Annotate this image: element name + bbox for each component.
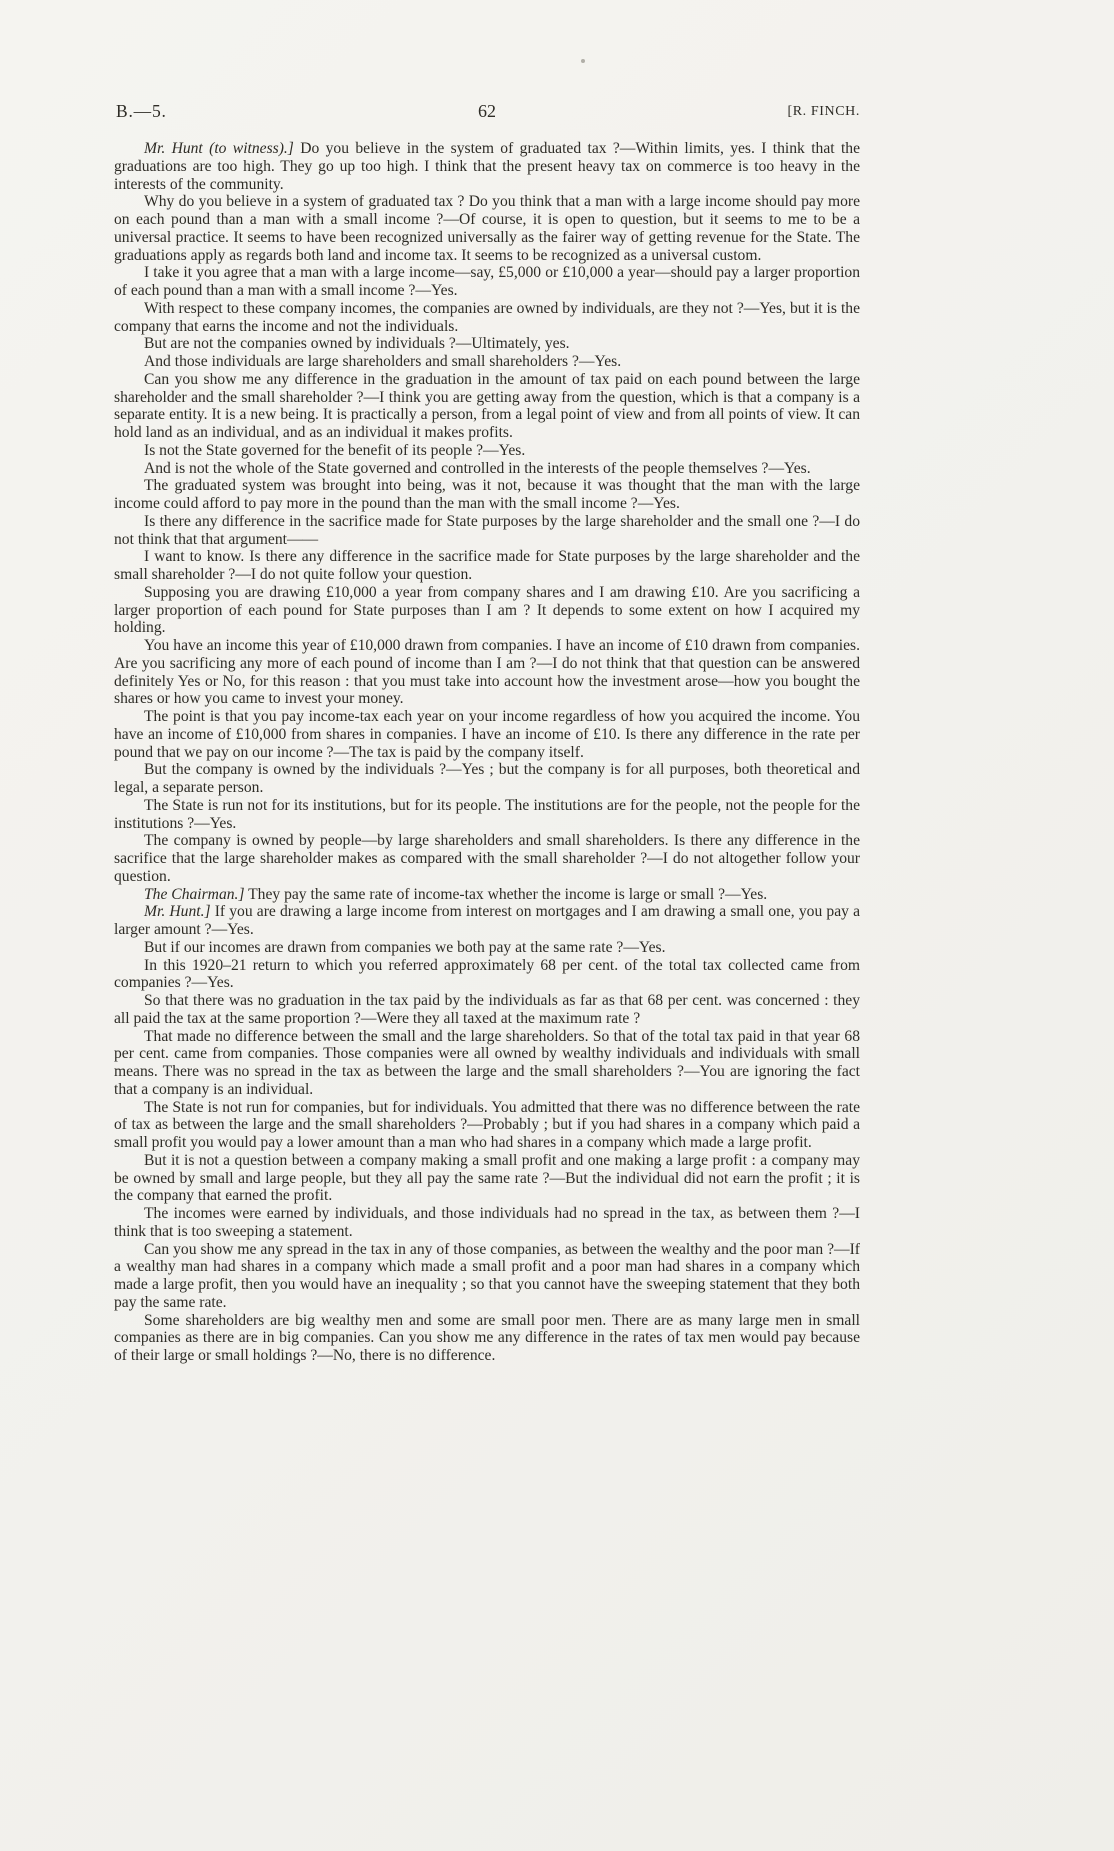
witness-name: [R. FINCH. xyxy=(787,104,860,119)
paragraph-text: Can you show me any spread in the tax in any of those companies, as between the wealthy and the poor man ?—If a wealthy man had shares in a company which made a small profit and a poor man had shares in a company which made a large profit, then you would have an inequality ; so that you cannot have the sweeping statement that they both pay the same rate. xyxy=(114,1240,860,1311)
paragraph-text: Is there any difference in the sacrifice made for State purposes by the large shareholder and the small one ?—I do not think that that argument—— xyxy=(114,512,860,548)
section-number: B.—5. xyxy=(116,101,167,121)
paragraph-text: With respect to these company incomes, the companies are owned by individuals, are they not ?—Yes, but it is the company that earns the income and not the individuals. xyxy=(114,299,860,335)
paragraph xyxy=(114,1099,860,1152)
scan-speck xyxy=(581,59,585,63)
paragraph-text: But if our incomes are drawn from companies we both pay at the same rate ?—Yes. xyxy=(144,938,666,956)
paragraph-text: If you are drawing a large income from interest on mortgages and I am drawing a small one, you pay a larger amount ?—Yes. xyxy=(114,903,861,938)
paragraph-text: That made no difference between the small and the large shareholders. So that of the total tax paid in that year 68 per cent. came from companies. Those companies were all owned by wealthy individuals and individuals with small means. There was no spread in the tax as between the large and the small shareholders ?—You are ignoring the fact that a company is an individual. xyxy=(114,1027,860,1098)
paragraph-text: Supposing you are drawing £10,000 a year from company shares and I am drawing £10. Are you sacrificing a larger proportion of each pound for State purposes than I am ? It depends to some extent on how I acquired my holding. xyxy=(114,583,860,637)
paragraph-text: In this 1920–21 return to which you referred approximately 68 per cent. of the total tax collected came from companies ?—Yes. xyxy=(114,956,860,992)
paragraph-text: The graduated system was brought into being, was it not, because it was thought that the man with the large income could afford to pay more in the pound than the man with the small income ?—Yes. xyxy=(114,477,860,512)
paragraph-text: And those individuals are large shareholders and small shareholders ?—Yes. xyxy=(144,353,622,370)
paragraph-text: But it is not a question between a company making a small profit and one making a large profit : a company may be owned by small and large people, but they all pay the same rate ?—But the individual did not earn the profit ; it is the company that earned the profit. xyxy=(114,1151,860,1205)
page-number: 62 xyxy=(478,101,496,121)
paragraph xyxy=(114,1205,860,1241)
paragraph xyxy=(114,939,860,957)
paragraph xyxy=(114,442,860,460)
paragraph-text: Can you show me any difference in the graduation in the amount of tax paid on each pound between the large shareholder and the small shareholder ?—I think you are getting away from the question, which is that a company is a separate entity. It is a new being. It is practically a person, from a legal point of view and from all points of view. It can hold land as an individual, and as an individual it makes profits. xyxy=(114,370,860,441)
paragraph xyxy=(114,353,860,371)
paragraph xyxy=(114,193,860,264)
paragraph-text: The State is not run for companies, but for individuals. You admitted that there was no difference between the rate of tax as between the large and the small shareholders ?—Probably ; but if you had shares in a company which paid a small profit you would pay a lower amount than a man who had shares in a company which made a large profit. xyxy=(114,1098,860,1151)
paragraph xyxy=(114,335,860,353)
paragraph-text: Is not the State governed for the benefit of its people ?—Yes. xyxy=(144,441,526,459)
paragraph-text: Some shareholders are big wealthy men and some are small poor men. There are as many large men in small companies as there are in big companies. Can you show me any difference in the rates of tax men would pay because of their large or small holdings ?—No, there is no difference. xyxy=(114,1311,860,1364)
paragraph xyxy=(114,584,860,637)
paragraph xyxy=(114,548,860,584)
paragraph-text: You have an income this year of £10,000 drawn from companies. I have an income of £10 drawn from companies. Are you sacrificing any more of each pound of income than I am ?—I do not think that that question can be answered definitely Yes or No, for this reason : that you must take into account how the investment arose—how you bought the shares or how you came to invest your money. xyxy=(114,637,860,708)
paragraph xyxy=(114,140,860,193)
paragraph-text: They pay the same rate of income-tax whether the income is large or small ?—Yes. xyxy=(244,885,768,903)
paragraph-text: The State is run not for its institutions, but for its people. The institutions are for the people, not the people for the institutions ?—Yes. xyxy=(114,796,860,832)
paragraph-text: The incomes were earned by individuals, and those individuals had no spread in the tax, as between them ?—I think that is too sweeping a statement. xyxy=(114,1205,860,1240)
paragraph xyxy=(114,708,860,761)
paragraph xyxy=(114,477,860,513)
page-header xyxy=(114,101,860,125)
paragraph xyxy=(114,1312,860,1365)
paragraph xyxy=(114,797,860,833)
paragraph-text: But the company is owned by the individuals ?—Yes ; but the company is for all purposes, both theoretical and legal, a separate person. xyxy=(114,761,860,796)
paragraph-text: But are not the companies owned by individuals ?—Ultimately, yes. xyxy=(144,335,570,353)
paragraph xyxy=(114,832,860,885)
paragraph xyxy=(114,513,860,549)
paragraph-text: The point is that you pay income-tax each year on your income regardless of how you acquired the income. You have an income of £10,000 from shares in companies. I have an income of £10. Is there any difference in the rate per pound that we pay on our income ?—The tax is paid by the company itself. xyxy=(114,708,860,761)
paragraph xyxy=(114,992,860,1028)
paragraph-text: Why do you believe in a system of graduated tax ? Do you think that a man with a large income should pay more on each pound than a man with a small income ?—Of course, it is open to question, but it seems to me to be a universal practice. It seems to have been recognized universally as the fairer way of getting revenue for the State. The graduations apply as regards both land and income tax. It seems to be recognized as a universal custom. xyxy=(114,193,860,264)
paragraph xyxy=(114,264,860,300)
speaker-label: The Chairman.] xyxy=(144,885,245,903)
paragraph xyxy=(114,1028,860,1099)
paragraph xyxy=(114,371,860,442)
paragraph xyxy=(114,300,860,336)
paragraph-text: Do you believe in the system of graduated tax ?—Within limits, yes. I think that the graduations are too high. They go up too high. I think that the present heavy tax on commerce is too heavy in the interests of the community. xyxy=(114,140,860,193)
paragraph xyxy=(114,903,860,939)
paragraph xyxy=(114,460,860,478)
paragraph xyxy=(114,637,860,708)
paragraph-text: I want to know. Is there any difference in the sacrifice made for State purposes by the large shareholder and the small shareholder ?—I do not quite follow your question. xyxy=(114,548,860,583)
paragraph-text: I take it you agree that a man with a large income—say, £5,000 or £10,000 a year—should pay a larger proportion of each pound than a man with a small income ?—Yes. xyxy=(114,264,860,299)
paragraph-text: So that there was no graduation in the tax paid by the individuals as far as that 68 per cent. was concerned : they all paid the tax at the same proportion ?—Were they all taxed at the maximum rate ? xyxy=(114,992,860,1027)
page-body xyxy=(114,140,860,1365)
paragraph-text: And is not the whole of the State governed and controlled in the interests of the people themselves ?—Yes. xyxy=(144,459,811,477)
paragraph xyxy=(114,761,860,797)
paragraph xyxy=(114,1152,860,1205)
paragraph xyxy=(114,1241,860,1312)
paragraph xyxy=(114,886,860,904)
speaker-label: Mr. Hunt (to witness).] xyxy=(144,140,294,157)
speaker-label: Mr. Hunt.] xyxy=(144,903,211,921)
paragraph xyxy=(114,957,860,993)
paragraph-text: The company is owned by people—by large shareholders and small shareholders. Is there any difference in the sacrifice that the large shareholder makes as compared with the small shareholder ?—I do not altogether follow your question. xyxy=(114,832,860,885)
